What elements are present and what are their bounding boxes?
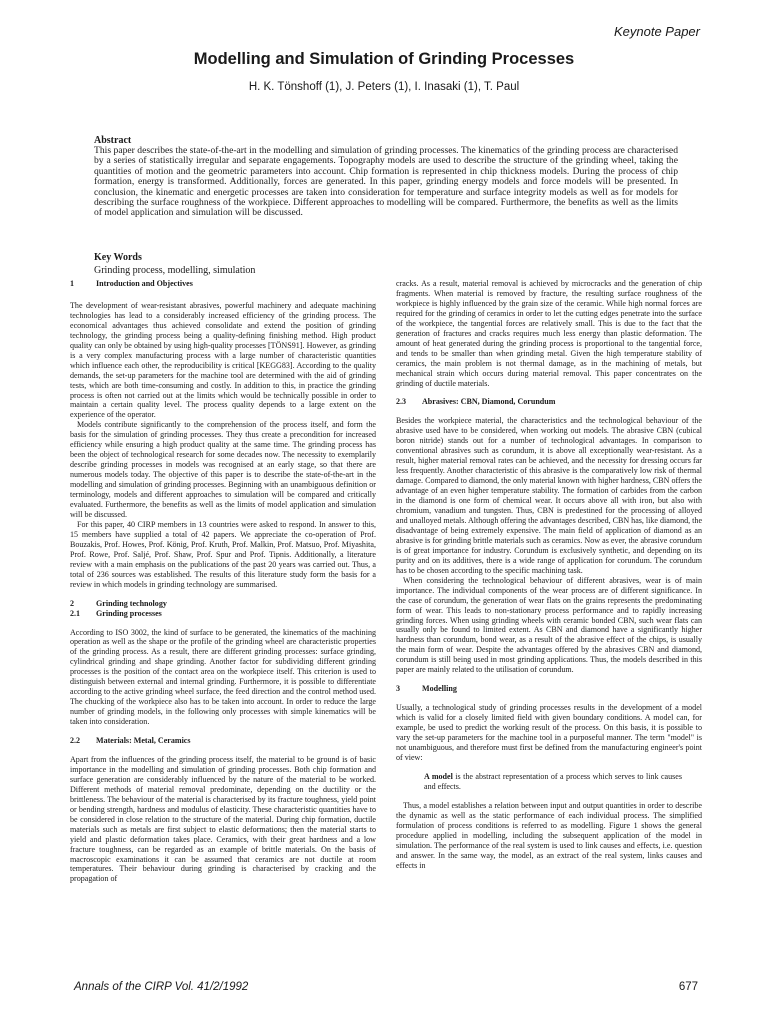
keywords-heading: Key Words [94,252,142,263]
abstract-text: This paper describes the state-of-the-art in the modelling and simulation of grinding processes. The kinematics of the grinding process are characterised by a series of statistically irregular and separate engagements. Topography models are used to describe the structure of the grinding wheel, taking the quantities of motion and the geometric parameters into account. Chip formation is represented in chip thickness models. During the process of chip formation, energy is transformed. Additionally, forces are generated. In this paper, grinding energy models and force models will be presented. In conclusion, the kinematic and energetic processes are taken into consideration for temperature and surface integrity models as well as for models for describing the surface roughness of the workpiece. Different approaches to modelling will be compared. Furthermore, the benefits as well as the limits of model application and simulation will be discussed. [94,145,678,219]
journal-citation: Annals of the CIRP Vol. 41/2/1992 [74,981,249,993]
model-definition [396,772,702,792]
section-title: Abrasives: CBN, Diamond, Corundum [422,397,556,407]
paragraph: The development of wear-resistant abrasives, powerful machinery and adequate machining technologies has lead to a considerably increased efficiency of the grinding process. The economical advantages thus achieved consolidate and extend the position of grinding technology, the grinding process being a quality-defining finishing method. High product quality can only be obtained by using high-quality processes [TÖNS91]. However, as grinding is a very complex manufacturing process with a large number of characteristic quantities which influence each other, the reproducibility is critical [KEGG83]. According to the quality demands, the set-up parameters for the machine tool are determined with the aid of grinding tests, which are both time-consuming and costly. In addition to this, in practice the grinding process is often not carried out at the limits which would be technically possible in order to maintain a certain quality level. The process quality depends to a large extent on the experience of the operator. [70,300,376,420]
section-heading-2-1 [70,609,376,619]
section-heading-3 [396,684,702,694]
paragraph: cracks. As a result, material removal is achieved by microcracks and the generation of chip fragments. When material is removed by fracture, the resulting surface roughness of the workpiece is highly influenced by the grain size of the ceramic. While high normal forces are required for the grinding of ceramics in order to let the cutting edges penetrate into the surface of the workpiece, the tangential forces are relatively small. This is due to the fact that the generation of fractures and cracks requires much less energy than plastic deformation. The amount of heat generated during the grinding process is proportional to the tangential force, and tends to be smaller than when grinding metal. Given the high temperature stability of ceramics, the main problem is not thermal damage, as in the machining of metals, but mechanical strain which occurs during material removal. This paper concentrates on the grinding of ductile materials. [396,279,702,388]
paragraph: For this paper, 40 CIRP members in 13 countries were asked to respond. In answer to this, 15 members have supplied a total of 42 papers. We appreciate the co-operation of Prof. Bouzakis, Prof. Howes, Prof. König, Prof. Kruth, Prof. Malkin, Prof. Matsuo, Prof. Miyashita, Prof. Rowe, Prof. Saljé, Prof. Shaw, Prof. Spur and Prof. Tipnis. Additionally, a literature review with a main emphasis on the publications of the past 20 years was carried out. Thus, a total of 236 sources was established. The results of this literature study form the basis for a review in which models in grinding technology are summarised. [70,519,376,589]
paragraph: Usually, a technological study of grinding processes results in the development of a model which is valid for a closely limited field with given boundary conditions. A model can, for example, be used to predict the working result of the process. On this basis, it is possible to vary the set-up parameters for the machine tool in a purposeful manner. The term "model" is not unambiguous, and therefore must first be defined from the manufacturing engineer's point of view: [396,703,702,762]
section-number: 1 [70,279,75,288]
keywords-text: Grinding process, modelling, simulation [94,265,256,276]
section-title: Modelling [422,684,457,694]
paragraph: Models contribute significantly to the comprehension of the process itself, and form the basis for the simulation of grinding processes. They thus create a precondition for increased efficiency while ensuring a high product quality at the same time. The grinding process has been the object of technological research for some decades now. The necessity to exemplarily describe grinding processes in models was recognised at an early stage, so that there are numerous models today. The objective of this paper is to describe the state-of-the-art in the modelling and simulation of grinding processes. Beginning with an unambiguous definition or terminology, models and different approaches to simulation will be compared and critically evaluated. Furthermore, the benefits as well as the limits of model application and simulation will be discussed. [70,420,376,519]
section-title: Materials: Metal, Ceramics [96,736,191,746]
paper-type-label: Keynote Paper [613,24,700,39]
right-column [396,279,702,870]
paragraph: Thus, a model establishes a relation between input and output quantities in order to describe the dynamic as well as the static performance of each individual process. The simplified formulation of process conditions is referred to as modelling. Figure 1 shows the general procedure applied in modelling, including the subsequent application of the model in simulation. The performance of the real system is used to link causes and effects, i.e. question and answer. In the same way, the model, as an extract of the real system, links causes and effects in [396,800,702,870]
definition-text: is the abstract representation of a process which serves to link causes and effects. [424,771,682,791]
section-number: 3 [396,684,401,694]
page-number: 677 [678,981,698,993]
section-number: 2.2 [70,736,81,746]
section-number: 2.1 [70,608,81,618]
paragraph: When considering the technological behaviour of different abrasives, wear is of main importance. The individual components of the wear process are of different significance. In the case of corundum, the generation of wear flats on the grains represents the predominating form of wear. This leads to non-stationary process performance and to rapidly increasing grinding forces. When using grinding wheels with ceramic bonded CBN, such wear flats can usually only be found to limited extent. As CBN and diamond have a significantly higher hardness than corundum, bond wear, as a result of the abrasive effect of the chips, is usually the main form of wear. Despite the advantages offered by the abrasives CBN and diamond, corundum is still being used in most grinding applications. Thus, the models described in this paper are mainly related to the utilisation of corundum. [396,575,702,675]
section-heading-2-3 [396,397,702,407]
section-heading-2 [70,599,376,609]
left-column [70,279,376,884]
section-number: 2 [70,598,75,608]
section-heading-2-2 [70,736,376,746]
abstract-heading: Abstract [94,135,132,146]
paper-authors: H. K. Tönshoff (1), J. Peters (1), I. Inasaki (1), T. Paul [248,81,520,93]
section-title: Grinding processes [96,608,162,618]
definition-term: A model [424,771,453,781]
section-title: Grinding technology [96,598,167,608]
section-number: 2.3 [396,397,407,407]
section-heading-1 [70,279,376,289]
paper-title: Modelling and Simulation of Grinding Processes [193,50,575,68]
paragraph: Besides the workpiece material, the characteristics and the technological behaviour of the abrasive used have to be considered, when working out models. The abrasive CBN (cubical boron nitride) stands out for a number of technological advantages. In comparison to conventional abrasives such as corundum, it is above all exceptionally wear-resistant. As a result, higher material removal rates can be achieved, and the necessity for dressing occurs far less frequently. Another characteristic of this abrasive is the comparatively low risk of thermal damage. Compared to diamond, the only material known with higher hardness, CBN offers the advantage of an even higher temperature stability. The formation of carbides from the carbon in the diamond is one form of chemical wear. It occurs above all with iron, but also with chromium, vanadium and tungsten. Thus, CBN is predestined for the processing of alloyed and unalloyed metals. Although offering the advantages described, CBN has, like diamond, the disadvantage of being extremely expensive. The main field of application of diamond as an abrasive is for grinding brittle materials such as ceramics. Now as ever, the abrasive corundum is of great importance for industry. Corundum is exclusively synthetic, and depending on its purity and on its additives, there is a wide range of application for corundum. The corundum has to be chosen according to the specific machining task. [396,416,703,575]
section-title: Introduction and Objectives [96,279,193,288]
paragraph: Apart from the influences of the grinding process itself, the material to be ground is of basic importance in the modelling and simulation of grinding processes. Both chip formation and surface generation are considerably influenced by the nature of the material to be worked. Different methods of material removal predominate, depending on the ductility or the brittleness. The behaviour of the material is characterised by its fracture toughness, yield point or bending strength, hardness and modulus of elasticity. These characteristic quantities have to be considered in close relation to the structure of the material. During chip formation, ductile materials such as metals are first subject to elastic deformations; then the material starts to yield and plastic deformation takes place. Ceramics, with their great hardness and a low fracture toughness, can be regarded as an example of brittle materials. On the basis of macroscopic examinations it can be assumed that ceramics are not ductile at room temperatures. Their behaviour during grinding is characterised by cracking and the propagation of [70,754,376,884]
paragraph: According to ISO 3002, the kind of surface to be generated, the kinematics of the machining operation as well as the shape or the profile of the grinding wheel are characteristic properties of the grinding process. As a result, there are different grinding processes: surface grinding, cylindrical grinding and shape grinding. Another factor for subdividing different grinding processes is the position of the contact area on the workpiece itself. This criterion is used to distinguish between external and internal grinding. Furthermore, it is possible to differentiate according to the active grinding wheel surface, the feed direction and the control method used. The chucking of the workpiece also has to be taken into account. In order to reduce the large number of grinding models, in the following only processes with simple kinematics will be taken into consideration. [70,627,376,727]
